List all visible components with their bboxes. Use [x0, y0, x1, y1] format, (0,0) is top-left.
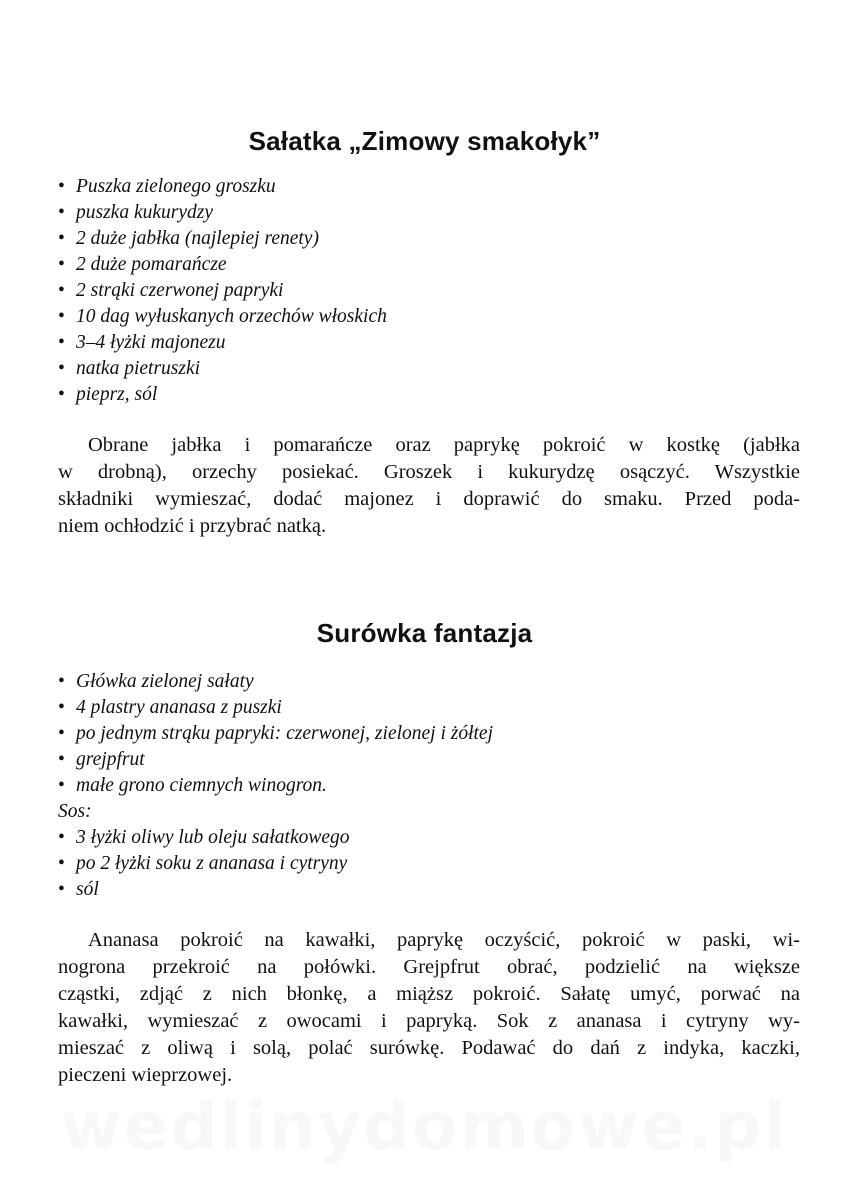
ingredient-list-surowka-fantazja — [58, 669, 493, 903]
bullet-icon: • — [58, 697, 65, 718]
instruction-line: niem ochłodzić i przybrać natką. — [58, 515, 327, 537]
ingredient-item: • grejpfrut — [58, 747, 493, 773]
bullet-icon: • — [58, 853, 65, 874]
bullet-icon: • — [58, 358, 65, 379]
recipe-title-surowka-fantazja: Surówka fantazja — [316, 618, 533, 648]
instruction-line: mieszać z oliwą i solą, polać surówkę. Podawać do dań z indyka, kaczki, — [58, 1037, 800, 1059]
ingredient-item: • natka pietruszki — [58, 356, 387, 382]
ingredient-list-zimowy-smakolyk — [58, 174, 387, 408]
sauce-ingredient-item: • 3 łyżki oliwy lub oleju sałatkowego — [58, 825, 493, 851]
bullet-icon: • — [58, 228, 65, 249]
sauce-ingredient-item: • po 2 łyżki soku z ananasa i cytryny — [58, 851, 493, 877]
instruction-line: cząstki, zdjąć z nich błonkę, a miąższ pokroić. Sałatę umyć, porwać na — [58, 983, 800, 1005]
bullet-icon: • — [58, 384, 65, 405]
bullet-icon: • — [58, 749, 65, 770]
bullet-icon: • — [58, 775, 65, 796]
bullet-icon: • — [58, 306, 65, 327]
ingredient-item: • 2 strąki czerwonej papryki — [58, 278, 387, 304]
instruction-line: składniki wymieszać, dodać majonez i doprawić do smaku. Przed poda- — [58, 488, 800, 510]
bullet-icon: • — [58, 254, 65, 275]
ingredient-item: • 3–4 łyżki majonezu — [58, 330, 387, 356]
bullet-icon: • — [58, 176, 65, 197]
ingredient-item: • 10 dag wyłuskanych orzechów włoskich — [58, 304, 387, 330]
instruction-line: Ananasa pokroić na kawałki, paprykę oczyścić, pokroić w paski, wi- — [88, 929, 800, 951]
ingredient-item: • puszka kukurydzy — [58, 200, 387, 226]
instruction-line: w drobną), orzechy posiekać. Groszek i kukurydzę osączyć. Wszystkie — [58, 461, 800, 483]
instruction-line: nogrona przekroić na połówki. Grejpfrut obrać, podzielić na większe — [58, 956, 800, 978]
ingredient-item: • 2 duże pomarańcze — [58, 252, 387, 278]
bullet-icon: • — [58, 332, 65, 353]
bullet-icon: • — [58, 723, 65, 744]
ingredient-item: • po jednym strąku papryki: czerwonej, zielonej i żółtej — [58, 721, 493, 747]
watermark: wedlinydomowe.pl — [60, 1088, 789, 1165]
ingredient-item: • Puszka zielonego groszku — [58, 174, 387, 200]
ingredient-item: • 2 duże jabłka (najlepiej renety) — [58, 226, 387, 252]
sauce-ingredient-item: • sól — [58, 877, 493, 903]
instructions-zimowy-smakolyk — [58, 432, 800, 540]
instructions-surowka-fantazja — [58, 927, 800, 1089]
bullet-icon: • — [58, 879, 65, 900]
instruction-line: pieczeni wieprzowej. — [58, 1064, 233, 1086]
ingredient-item: • Główka zielonej sałaty — [58, 669, 493, 695]
instruction-line: Obrane jabłka i pomarańcze oraz paprykę pokroić w kostkę (jabłka — [88, 434, 800, 456]
ingredient-item: • małe grono ciemnych winogron. — [58, 773, 493, 799]
instruction-line: kawałki, wymieszać z owocami i papryką. Sok z ananasa i cytryny wy- — [58, 1010, 800, 1032]
sauce-label: Sos: — [58, 801, 92, 822]
ingredient-item: • 4 plastry ananasa z puszki — [58, 695, 493, 721]
bullet-icon: • — [58, 827, 65, 848]
bullet-icon: • — [58, 280, 65, 301]
ingredient-item: • pieprz, sól — [58, 382, 387, 408]
bullet-icon: • — [58, 202, 65, 223]
bullet-icon: • — [58, 671, 65, 692]
recipe-title-zimowy-smakolyk: Sałatka „Zimowy smakołyk” — [248, 126, 601, 156]
